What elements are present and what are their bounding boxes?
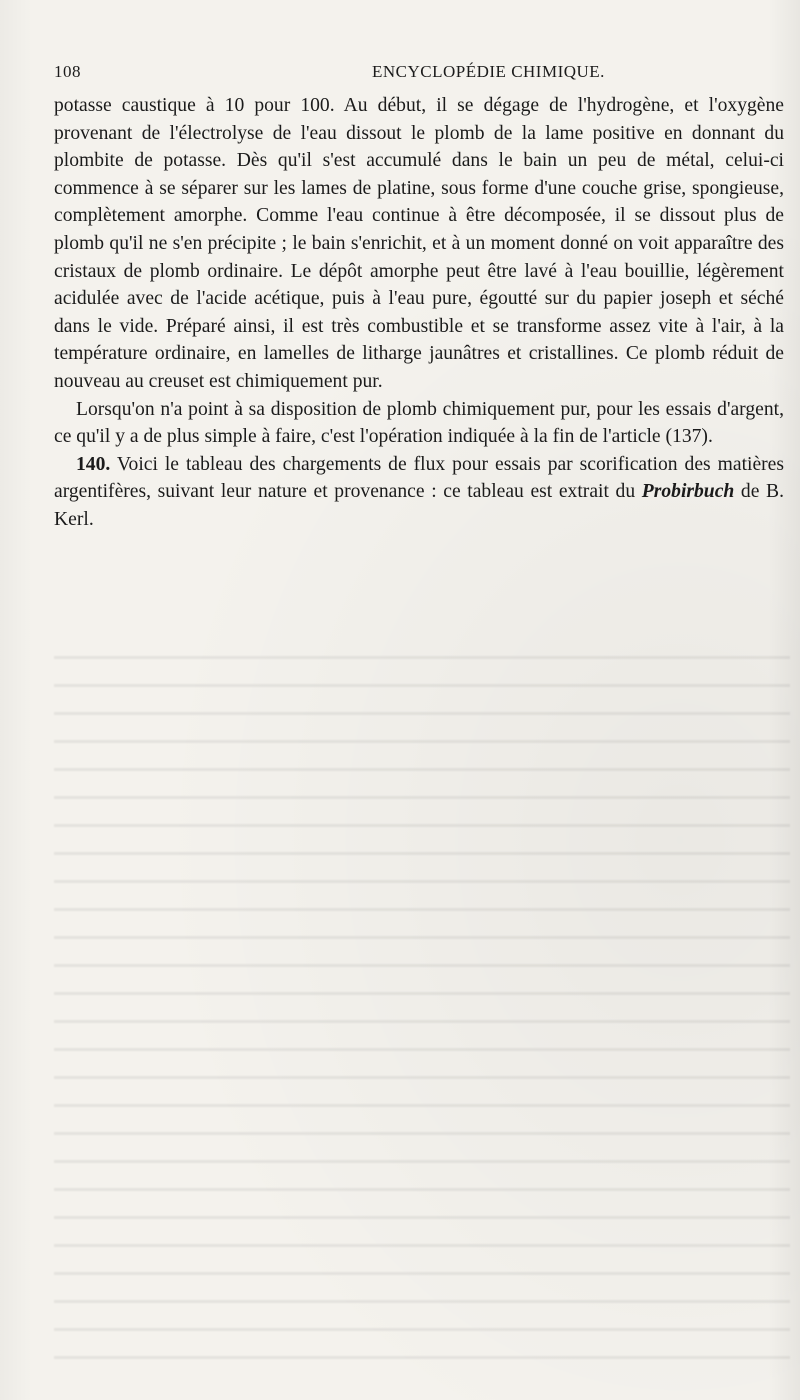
section-number: 140. bbox=[76, 453, 111, 475]
page-header bbox=[54, 60, 784, 84]
book-title: Probirbuch bbox=[641, 481, 735, 503]
running-title: ENCYCLOPÉDIE CHIMIQUE. bbox=[372, 62, 605, 81]
paragraph-continuation: potasse caustique à 10 pour 100. Au début, il se dégage de l'hydrogène, et l'oxygène provenant de l'électrolyse de l'eau dissout le plomb de la lame positive en donnant du plombite de potasse. Dès qu'il s'est accumulé dans le bain un peu de métal, celui-ci commence à se séparer sur les lames de platine, sous forme d'une couche grise, spongieuse, complètement amorphe. Comme l'eau continue à être décomposée, il se dissout plus de plomb qu'il ne s'en précipite ; le bain s'enrichit, et à un moment donné on voit apparaître des cristaux de plomb ordinaire. Le dépôt amorphe peut être lavé à l'eau bouillie, légèrement acidulée avec de l'acide acétique, puis à l'eau pure, égoutté sur du papier joseph et séché dans le vide. Préparé ainsi, il est très combustible et se transforme assez vite à l'air, à la température ordinaire, en lamelles de litharge jaunâtres et cristallines. Ce plomb réduit de nouveau au creuset est chimiquement pur. bbox=[54, 95, 784, 392]
section-text-start: Voici le tableau des chargements de flux pour essais par scorification des matières argentifères, suivant leur nature et provenance : ce tableau est extrait du bbox=[54, 453, 784, 503]
section-text-end: de B. Kerl. bbox=[54, 481, 785, 530]
paragraph-silver-assay: Lorsqu'on n'a point à sa disposition de plomb chimiquement pur, pour les essais d'argent, ce qu'il y a de plus simple à faire, c'est l'opération indiquée à la fin de l'article (137). bbox=[54, 398, 784, 448]
body-text bbox=[54, 92, 784, 534]
page-number: 108 bbox=[54, 62, 81, 81]
show-through-texture bbox=[54, 640, 790, 1360]
paragraph-section-140 bbox=[54, 451, 784, 534]
